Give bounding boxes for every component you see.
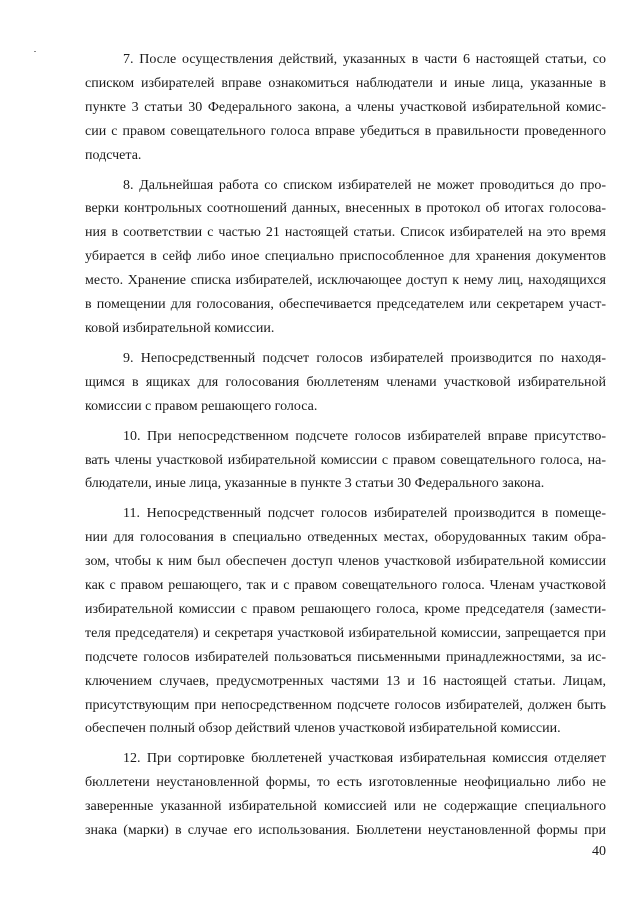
text-line: пункте 3 статьи 30 Федерального закона, а члены участковой избирательной комис- [85, 99, 606, 115]
text-line: списком избирателей вправе ознакомиться наблюдатели и иные лица, указанные в [85, 75, 606, 91]
text-line: место. Хранение списка избирателей, исключающее доступ к нему лиц, находящихся [85, 273, 606, 289]
scan-artifact [34, 51, 36, 52]
text-line: как с правом решающего, так и с правом совещательного голоса. Членам участковой [85, 578, 606, 594]
text-line: обеспечен полный обзор действий членов участковой избирательной комиссии. [85, 721, 561, 737]
text-line: ния в соответствии с частью 21 настоящей статьи. Список избирателей на это время [85, 225, 606, 241]
text-line: 12. При сортировке бюллетеней участковая избирательная комиссия отделяет [123, 751, 606, 767]
text-line: комиссии с правом решающего голоса. [85, 398, 318, 414]
text-line: избирательной комиссии с правом решающего голоса, кроме председателя (замести- [85, 601, 606, 617]
paragraph-11 [85, 502, 606, 741]
text-line: в помещении для голосования, обеспечивается председателем или секретарем участ- [85, 297, 606, 313]
text-line: подсчета. [85, 147, 142, 163]
text-line: подсчете голосов избирателей пользоваться письменными принадлежностями, за ис- [85, 649, 606, 665]
text-line: блюдатели, иные лица, указанные в пункте 3 статьи 30 Федерального закона. [85, 476, 545, 492]
paragraph-12 [85, 747, 606, 843]
text-line: 7. После осуществления действий, указанных в части 6 настоящей статьи, со [123, 52, 606, 67]
text-line: знака (марки) в случае его использования. Бюллетени неустановленной формы при [85, 823, 606, 839]
paragraph-9 [85, 347, 606, 419]
text-line: 9. Непосредственный подсчет голосов избирателей производится по находя- [123, 350, 606, 366]
text-line: теля председателя) и секретаря участковой избирательной комиссии, запрещается при [85, 625, 606, 641]
text-line: 8. Дальнейшая работа со списком избирателей не может проводиться до про- [123, 177, 606, 193]
text-line: ковой избирательной комиссии. [85, 320, 275, 336]
document-body [85, 48, 606, 849]
text-line: верки контрольных соотношений данных, внесенных в протокол об итогах голосова- [85, 201, 606, 217]
paragraph-10 [85, 425, 606, 497]
text-line: щимся в ящиках для голосования бюллетеням членами участковой избирательной [85, 374, 606, 390]
text-line: 10. При непосредственном подсчете голосов избирателей вправе присутство- [123, 428, 606, 444]
paragraph-8 [85, 174, 606, 341]
paragraph-7 [85, 48, 606, 168]
page-number: 40 [592, 844, 606, 859]
text-line: вать члены участковой избирательной комиссии с правом совещательного голоса, на- [85, 452, 606, 468]
text-line: нии для голосования в специально отведенных местах, оборудованных таким обра- [85, 530, 606, 546]
text-line: 11. Непосредственный подсчет голосов избирателей производится в помеще- [123, 506, 606, 522]
text-line: убирается в сейф либо иное специально приспособленное для хранения документов [85, 249, 606, 265]
text-line: ключением случаев, предусмотренных частями 13 и 16 настоящей статьи. Лицам, [85, 673, 606, 689]
text-line: присутствующим при непосредственном подсчете голосов избирателей, должен быть [85, 697, 606, 713]
text-line: сии с правом совещательного голоса вправе убедиться в правильности проведенного [85, 123, 606, 139]
text-line: зом, чтобы к ним был обеспечен доступ членов участковой избирательной комиссии [85, 554, 606, 570]
text-line: заверенные указанной избирательной комиссией или не содержащие специального [85, 799, 606, 815]
text-line: бюллетени неустановленной формы, то есть изготовленные неофициально либо не [85, 775, 606, 791]
